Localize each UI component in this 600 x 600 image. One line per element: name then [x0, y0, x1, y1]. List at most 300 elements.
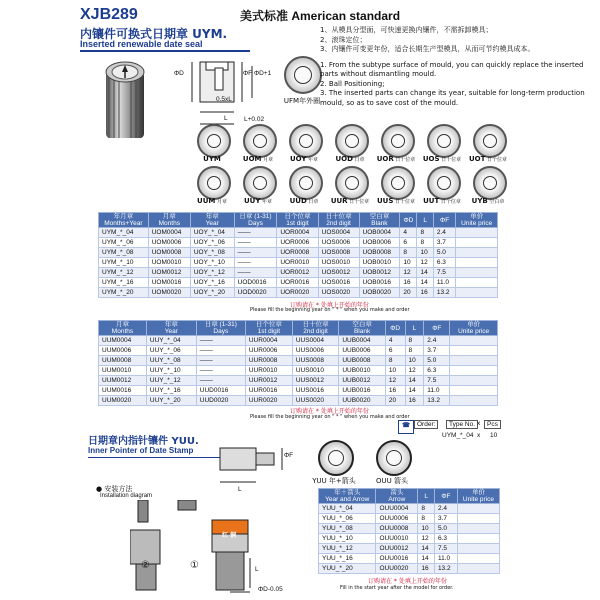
t1-note-en: Please fill the beginning year on " * " when you make and order — [250, 307, 410, 313]
column-header: ΦD — [385, 321, 405, 336]
stamp-sub: 年章 — [306, 157, 319, 163]
table-cell: UUM0004 — [99, 336, 147, 346]
table-cell: 11.0 — [434, 554, 457, 564]
stamp-code: UUT — [423, 197, 440, 205]
ouu-dial — [376, 440, 412, 476]
table-cell — [457, 554, 499, 564]
column-header: 日个位章 1st digit — [245, 321, 292, 336]
table-row — [319, 504, 500, 514]
table-cell: UUS0004 — [292, 336, 339, 346]
table-row — [99, 258, 498, 268]
uym-notes — [320, 26, 590, 108]
table-row — [99, 238, 498, 248]
table-cell: UOS0004 — [318, 228, 359, 238]
table-cell: UUS0010 — [292, 366, 339, 376]
stamp-code: UOD — [335, 155, 353, 163]
yuu-table — [318, 488, 500, 574]
stamp-label — [465, 155, 511, 163]
table-cell: UYM_*_08 — [99, 248, 149, 258]
stamp-sub: 日章 — [352, 157, 365, 163]
table-cell: 7.5 — [434, 544, 457, 554]
table-cell: UOB0004 — [359, 228, 400, 238]
note-en-2: 2. Ball Positioning; — [320, 79, 385, 88]
column-header: 年章 Year — [146, 321, 196, 336]
table-cell: UOY_*_06 — [190, 238, 234, 248]
table-cell — [450, 396, 498, 406]
stamp-code: UUR — [330, 197, 348, 205]
table-cell: 3.7 — [424, 346, 450, 356]
table-cell: UUR0004 — [245, 336, 292, 346]
table-cell: UOD0020 — [234, 288, 277, 298]
table-header-row — [99, 321, 498, 336]
stamp-sub: 空白章 — [487, 199, 505, 205]
table-row — [319, 514, 500, 524]
table-cell: 6.3 — [433, 258, 456, 268]
order-example-qty: 10 — [490, 432, 498, 439]
table-cell: UOS0008 — [318, 248, 359, 258]
stamp-code: UOY — [289, 155, 307, 163]
stamp-sub: 日个位章 — [439, 199, 461, 205]
table-cell: UUY_*_10 — [146, 366, 196, 376]
table-cell: UUB0006 — [339, 346, 386, 356]
t2-note-cn: 订购请在 * 处填上开始的年份 — [290, 408, 369, 415]
column-header: L — [417, 213, 433, 228]
ufm-label: UFM年外圈 — [283, 97, 321, 105]
yuu-dial-label: YUU 年+箭头 — [312, 477, 356, 485]
stamp-code: UYB — [471, 197, 488, 205]
table-cell: 2.4 — [433, 228, 456, 238]
pointer-drawing — [200, 438, 290, 500]
table-cell: 8 — [385, 356, 405, 366]
table-cell: UUB0008 — [339, 356, 386, 366]
table-cell: 10 — [400, 258, 417, 268]
table-cell: 6 — [400, 238, 417, 248]
table-cell: —— — [196, 336, 245, 346]
table-cell: —— — [234, 228, 277, 238]
table-row — [99, 396, 498, 406]
table-cell: UOS0016 — [318, 278, 359, 288]
table-cell: 7.5 — [424, 376, 450, 386]
table-cell — [456, 258, 498, 268]
table-cell: OUU0004 — [376, 504, 418, 514]
table-cell: UUB0004 — [339, 336, 386, 346]
table-cell: 8 — [418, 514, 435, 524]
table-cell: OUU0016 — [376, 554, 418, 564]
column-header: ΦF — [433, 213, 456, 228]
stamp-code: UUD — [289, 197, 307, 205]
date-seal-photo — [92, 52, 158, 144]
stamp-sub: 日十位章 — [393, 157, 416, 163]
yuu-dial — [318, 440, 354, 476]
stamp-dial-uod — [335, 124, 369, 158]
table-row — [99, 376, 498, 386]
table-cell: UYM_*_16 — [99, 278, 149, 288]
table-cell: 10 — [405, 356, 424, 366]
table-cell: 10 — [385, 366, 405, 376]
table-cell: UUB0012 — [339, 376, 386, 386]
table-row — [99, 356, 498, 366]
table-cell: 8 — [400, 248, 417, 258]
stamp-dial-uud — [289, 166, 323, 200]
dim-d-plus: ΦD+1 — [254, 70, 272, 77]
stamp-sub: 年章 — [260, 199, 273, 205]
table-cell: 2.4 — [434, 504, 457, 514]
order-label: Order: — [414, 420, 438, 429]
table-cell: 13.2 — [434, 564, 457, 574]
table-cell: YUU_*_04 — [319, 504, 376, 514]
stamp-label — [189, 197, 235, 205]
table-cell: UUY_*_20 — [146, 396, 196, 406]
table-cell: 11.0 — [424, 386, 450, 396]
table-cell: UOR0008 — [277, 248, 318, 258]
stamp-label — [419, 155, 465, 163]
table-cell: UOY_*_04 — [190, 228, 234, 238]
stamp-dial-uus — [381, 166, 415, 200]
table-cell: UYM_*_12 — [99, 268, 149, 278]
dim-d: ΦD — [174, 70, 184, 77]
dim-l-tol: L+0.02 — [244, 116, 265, 123]
table-cell: 10 — [418, 524, 435, 534]
table-cell: 14 — [418, 544, 435, 554]
table-cell: 14 — [405, 376, 424, 386]
table-cell: OUU0006 — [376, 514, 418, 524]
table-cell: UUM0016 — [99, 386, 147, 396]
table-cell — [456, 268, 498, 278]
dim-half: 0.5xL — [216, 96, 232, 103]
install-dim-d: ΦD-0.05 — [258, 586, 283, 593]
install-label-1: ① — [190, 560, 199, 571]
table-cell: UOB0020 — [359, 288, 400, 298]
table-cell: UOM0008 — [148, 248, 190, 258]
table-cell: UUY_*_04 — [146, 336, 196, 346]
stamp-sub: 日十位章 — [347, 199, 370, 205]
column-header: 单价 Unite price — [456, 213, 498, 228]
order-x: x — [477, 420, 481, 427]
table-cell: 14 — [417, 268, 433, 278]
table-cell: UOR0016 — [277, 278, 318, 288]
stamp-label — [373, 197, 419, 205]
stamp-dial-uuy — [243, 166, 277, 200]
table-cell — [450, 336, 498, 346]
stamp-label — [419, 197, 465, 205]
yuu-dial-center — [328, 450, 344, 466]
table-cell: UOR0010 — [277, 258, 318, 268]
phone-icon: ☎ — [398, 420, 414, 434]
column-header: 单价 Unite price — [457, 489, 499, 504]
table-row — [99, 366, 498, 376]
install-label-2: ② — [141, 560, 150, 571]
stamp-dial-uot — [473, 124, 507, 158]
stamp-code: UYM — [203, 155, 221, 163]
t3-note-cn: 订购请在 * 处填上开始的年份 — [368, 578, 447, 585]
table-cell: 12 — [418, 534, 435, 544]
table-cell: 20 — [400, 288, 417, 298]
table-row — [319, 554, 500, 564]
column-header: 年章 Year — [190, 213, 234, 228]
table-cell: YUU_*_10 — [319, 534, 376, 544]
table-cell — [457, 524, 499, 534]
t3-note-en: Fill in the start year after the model for order. — [340, 585, 454, 591]
column-header: 日十位章 2nd digit — [318, 213, 359, 228]
table-cell: 14 — [417, 278, 433, 288]
table-cell: UOY_*_12 — [190, 268, 234, 278]
table-cell: 8 — [418, 504, 435, 514]
table-cell: UOY_*_10 — [190, 258, 234, 268]
stamp-label — [281, 155, 327, 163]
table-cell: —— — [234, 268, 277, 278]
column-header: 单价 Unite price — [450, 321, 498, 336]
table-row — [319, 534, 500, 544]
table-cell: —— — [196, 366, 245, 376]
table-cell — [457, 534, 499, 544]
stamp-dial-uyb — [473, 166, 507, 200]
table-cell: UUM0010 — [99, 366, 147, 376]
stamp-dial-center — [253, 134, 267, 148]
install-diagram — [130, 500, 290, 596]
stamp-code: UUY — [243, 197, 261, 205]
stamp-code: UOM — [242, 155, 262, 163]
ufm-dial-center — [294, 66, 312, 84]
stamp-dial-center — [437, 134, 451, 148]
table-cell: 8 — [405, 336, 424, 346]
table-cell: 5.0 — [433, 248, 456, 258]
stamp-dial-uur — [335, 166, 369, 200]
table-cell: UUM0012 — [99, 376, 147, 386]
table-header-row — [99, 213, 498, 228]
table-cell: YUU_*_08 — [319, 524, 376, 534]
table-row — [99, 268, 498, 278]
table-cell: —— — [234, 248, 277, 258]
column-header: 日个位章 1st digit — [277, 213, 318, 228]
table-row — [99, 288, 498, 298]
table-row — [319, 524, 500, 534]
table-cell: UUB0020 — [339, 396, 386, 406]
stamp-sub: 月章 — [215, 199, 227, 205]
yuu-dim-l: L — [238, 486, 242, 493]
stamp-sub: 日个位章 — [485, 157, 507, 163]
column-header: ΦD — [400, 213, 417, 228]
stamp-dial-center — [483, 134, 497, 148]
stamp-code: UOT — [468, 155, 486, 163]
table-cell — [456, 228, 498, 238]
stamp-code: UUS — [376, 197, 394, 205]
stamp-sub: 月章 — [261, 157, 274, 163]
table-cell: 16 — [400, 278, 417, 288]
table-cell: 13.2 — [433, 288, 456, 298]
yuu-title-cn: 日期章内指针镶件 YUU. — [88, 436, 199, 447]
table-cell: 2.4 — [424, 336, 450, 346]
table-cell: UYM_*_10 — [99, 258, 149, 268]
table-cell: 4 — [400, 228, 417, 238]
table-cell: UUY_*_16 — [146, 386, 196, 396]
table-cell: UUR0006 — [245, 346, 292, 356]
note-cn-2: 2、滚珠定位； — [320, 35, 367, 44]
table-cell: 16 — [405, 396, 424, 406]
stamp-label — [235, 197, 281, 205]
table-cell: OUU0008 — [376, 524, 418, 534]
yuu-dim-f: ΦF — [284, 452, 294, 459]
ufm-dial — [284, 56, 322, 94]
table-row — [319, 564, 500, 574]
table-cell — [450, 346, 498, 356]
uym-title-cn: 内镶件可换式日期章 UYM. — [80, 27, 228, 41]
table-cell: UUY_*_12 — [146, 376, 196, 386]
table-cell — [456, 288, 498, 298]
table-cell: 12 — [417, 258, 433, 268]
table-cell: 16 — [417, 288, 433, 298]
note-cn-3: 3、内镶件可变更年份，适合长期生产型模具，从而可节约模具成本。 — [320, 45, 535, 53]
table-cell: UOY_*_08 — [190, 248, 234, 258]
stamp-dial-uos — [427, 124, 461, 158]
stamp-dial-center — [391, 134, 405, 148]
table-cell: 3.7 — [434, 514, 457, 524]
column-header: 空白章 Blank — [339, 321, 386, 336]
table-cell: OUU0012 — [376, 544, 418, 554]
stamp-label — [235, 155, 281, 163]
table-cell: 14 — [405, 386, 424, 396]
table-cell: UUY_*_08 — [146, 356, 196, 366]
table-cell: 10 — [417, 248, 433, 258]
table-cell: UUB0016 — [339, 386, 386, 396]
table-cell: UUM0020 — [99, 396, 147, 406]
table-cell: YUU_*_12 — [319, 544, 376, 554]
uym-table — [98, 212, 498, 298]
column-header: ΦF — [434, 489, 457, 504]
table-cell: UUB0010 — [339, 366, 386, 376]
table-row — [99, 228, 498, 238]
order-type: Type No. — [446, 420, 478, 429]
install-cn: ● 安装方法 — [96, 485, 133, 493]
note-cn-1: 1、从模具分型面，可快速更换内镶件，不需拆卸模具； — [320, 26, 493, 34]
stamp-dial-uut — [427, 166, 461, 200]
table-row — [99, 248, 498, 258]
table-cell: 6 — [385, 346, 405, 356]
table-cell — [450, 356, 498, 366]
column-header: 月章 Months — [148, 213, 190, 228]
table-cell: 11.0 — [433, 278, 456, 288]
table-cell: 16 — [418, 564, 435, 574]
table-cell — [456, 248, 498, 258]
table-cell: UUS0016 — [292, 386, 339, 396]
column-header: L — [405, 321, 424, 336]
stamp-dial-center — [253, 176, 267, 190]
table-cell: UYM_*_06 — [99, 238, 149, 248]
table-cell: UOR0020 — [277, 288, 318, 298]
table-cell: UOS0012 — [318, 268, 359, 278]
table-cell: 13.2 — [424, 396, 450, 406]
uym-title-en: Inserted renewable date seal — [80, 39, 203, 49]
stamp-sub: 日十位章 — [393, 199, 415, 205]
table-cell — [457, 544, 499, 554]
stamp-label — [281, 197, 327, 205]
table-cell: UOS0010 — [318, 258, 359, 268]
column-header: ΦF — [424, 321, 450, 336]
table-cell: UOS0006 — [318, 238, 359, 248]
table-cell: 3.7 — [433, 238, 456, 248]
table-cell: UUS0020 — [292, 396, 339, 406]
stamp-label — [465, 197, 511, 205]
t2-note-en: Please fill the beginning year on " * " when you make and order — [250, 414, 410, 420]
stamp-dial-center — [483, 176, 497, 190]
stamp-dial-center — [437, 176, 451, 190]
table-cell: YUU_*_20 — [319, 564, 376, 574]
column-header: 年月章 Months+Year — [99, 213, 149, 228]
stamp-dial-center — [345, 134, 359, 148]
table-cell: —— — [196, 356, 245, 366]
column-header: L — [418, 489, 435, 504]
table-cell: —— — [196, 376, 245, 386]
table-cell: 6.3 — [434, 534, 457, 544]
stamp-dial-center — [207, 134, 221, 148]
stamp-sub: 日章 — [306, 199, 319, 205]
dim-f: ΦF — [243, 70, 253, 77]
column-header: 年＋箭头 Year and Arrow — [319, 489, 376, 504]
table-cell: 14 — [418, 554, 435, 564]
table-cell: 12 — [400, 268, 417, 278]
table-cell: UOB0008 — [359, 248, 400, 258]
table-header-row — [319, 489, 500, 504]
stamp-label — [189, 155, 235, 163]
note-en-3: 3. The inserted parts can change its year, suitable for long-term production mould, so as to save cost of the mould. — [320, 89, 585, 107]
ouu-dial-center — [386, 450, 402, 466]
stamp-label — [327, 155, 373, 163]
stamp-dial-uor — [381, 124, 415, 158]
table-cell — [457, 564, 499, 574]
table-cell: UOY_*_16 — [190, 278, 234, 288]
table-cell: 5.0 — [434, 524, 457, 534]
table-cell: UOY_*_20 — [190, 288, 234, 298]
stamp-code: UOS — [422, 155, 440, 163]
table-cell: —— — [234, 258, 277, 268]
table-cell — [457, 504, 499, 514]
table-cell: UUR0010 — [245, 366, 292, 376]
table-cell: UOM0004 — [148, 228, 190, 238]
ouu-dial-label: OUU 箭头 — [376, 477, 408, 485]
table-cell: UOB0016 — [359, 278, 400, 288]
stamp-dial-uom — [243, 124, 277, 158]
table-cell: UOR0004 — [277, 228, 318, 238]
table-cell: 7.5 — [433, 268, 456, 278]
table-cell: YUU_*_16 — [319, 554, 376, 564]
stamp-dial-center — [207, 176, 221, 190]
table-cell: UUS0012 — [292, 376, 339, 386]
column-header: 日章 (1-31) Days — [234, 213, 277, 228]
stamp-dial-center — [299, 134, 313, 148]
table-cell: 4 — [385, 336, 405, 346]
note-en-1: 1. From the subtype surface of mould, you can quickly replace the inserted parts without dismantling mould. — [320, 60, 584, 78]
table-cell: UUS0006 — [292, 346, 339, 356]
table-cell: UYM_*_20 — [99, 288, 149, 298]
order-example-x: x — [477, 432, 481, 439]
table-cell: UUR0012 — [245, 376, 292, 386]
table-cell — [456, 238, 498, 248]
stamp-code: UOR — [376, 155, 394, 163]
table-cell: UUR0008 — [245, 356, 292, 366]
table-row — [99, 386, 498, 396]
table-cell — [456, 278, 498, 288]
table-cell: 20 — [385, 396, 405, 406]
table-cell — [450, 386, 498, 396]
table-cell: UOM0006 — [148, 238, 190, 248]
table-row — [99, 278, 498, 288]
table-cell: UOD0016 — [234, 278, 277, 288]
table-cell: UOM0012 — [148, 268, 190, 278]
dim-l: L — [224, 115, 228, 122]
table-cell: UUM0008 — [99, 356, 147, 366]
stamp-dial-uoy — [289, 124, 323, 158]
table-cell: UUS0008 — [292, 356, 339, 366]
table-cell: 12 — [385, 376, 405, 386]
